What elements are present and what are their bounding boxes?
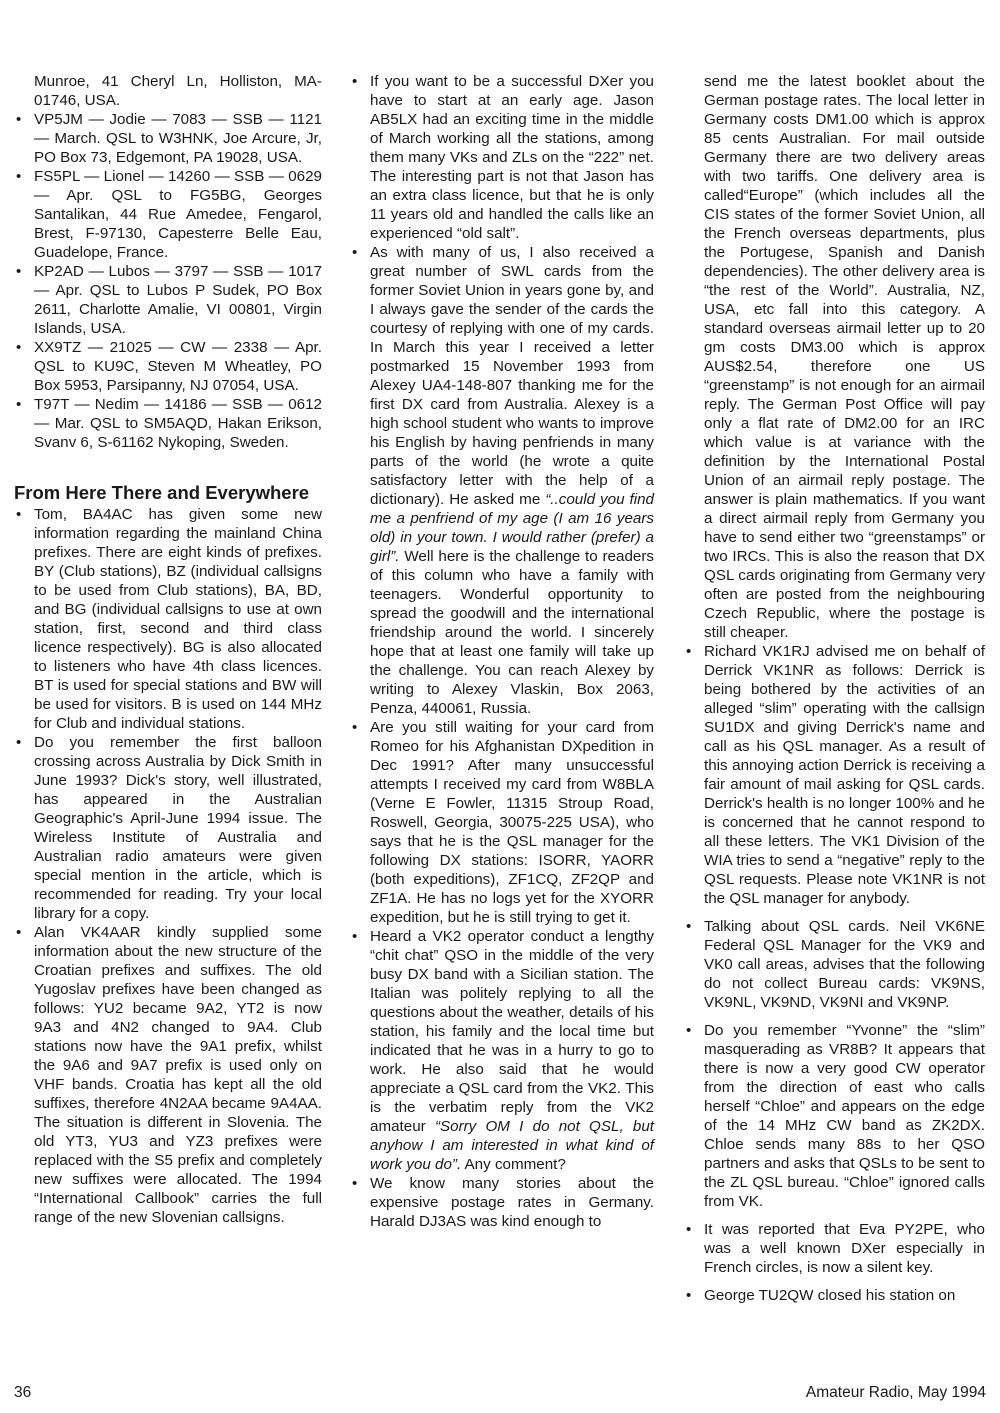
bullet: • (16, 263, 22, 280)
quoted-text: “Sorry OM I do not QSL, but anyhow I am interested in what kind of work you do”. (370, 1118, 654, 1173)
list-item: • Richard VK1RJ advised me on behalf of Derrick VK1NR as follows: Derrick is being bothered by the activities of an alleged “slim” operating with the callsign SU1DX and giving Derrick's name and call as his QSL manager. As a result of this annoying action Derrick is receiving a fair amount of mail asking for QSL cards. Derrick's health is no longer 100% and he is concerned that he cannot respond to all these letters. The VK1 Division of the WIA tries to send a “negative” reply to the QSL requests. Please note VK1NR is not the QSL manager for anybody. (686, 643, 985, 907)
magazine-footer: Amateur Radio, May 1994 (805, 1384, 986, 1401)
section-heading: From Here There and Everywhere (14, 482, 310, 503)
list-item: • FS5PL — Lionel — 14260 — SSB — 0629 — Apr. QSL to FG5BG, Georges Santalikan, 44 Rue Amedee, Fengarol, Brest, F-97130, Capesterre Belle Eau, Guadelope, France. (16, 168, 322, 261)
bullet: • (352, 1175, 358, 1192)
list-item: • VP5JM — Jodie — 7083 — SSB — 1121 — March. QSL to W3HNK, Joe Arcure, Jr, PO Box 73, Edgemont, PA 19028, USA. (16, 111, 322, 166)
list-item: • We know many stories about the expensive postage rates in Germany. Harald DJ3AS was kind enough to (352, 1175, 654, 1230)
list-item: • T97T — Nedim — 14186 — SSB — 0612 — Mar. QSL to SM5AQD, Hakan Erikson, Svanv 6, S-61162 Nykoping, Sweden. (16, 396, 322, 451)
bullet: • (16, 339, 22, 356)
list-item: send me the latest booklet about the German postage rates. The local letter in Germany costs DM1.00 which is approx 85 cents Australian. For mail outside Germany there are two delivery areas with two tariffs. One delivery area is called“Europe” (which includes all the CIS states of the former Soviet Union, all the French overseas departments, plus the Portugese, Spanish and Danish dependencies). The other delivery area is “the rest of the World”. Australia, NZ, USA, etc fall into this category. A standard overseas airmail letter up to 20 gm costs DM3.00 which is approx AUS$2.54, therefore one US “greenstamp” is not enough for an airmail reply. The German Post Office will pay only a flat rate of DM2.00 for an IRC which value is at variance with the definition by the International Postal Union of an airmail reply postage. The answer is plain mathematics. If you want a direct airmail reply from Germany you have to send either two “greenstamps” or two IRCs. This is also the reason that DX QSL cards originating from Germany very often are posted from the neighbouring Czech Republic, where the postage is still cheaper. (704, 73, 985, 641)
bullet: • (16, 111, 22, 128)
list-item: • Alan VK4AAR kindly supplied some information about the new structure of the Croatian prefixes and suffixes. The old Yugoslav prefixes have been changed as follows: YU2 became 9A2, YT2 is now 9A3 and 4N2 changed to 9A4. Club stations now have the 9A1 prefix, whilst the 9A6 and 9A7 prefix is used only on VHF bands. Croatia has kept all the old suffixes, therefore 4N2AA became 9A4AA. The situation is different in Slovenia. The old YT3, YU3 and YZ3 prefixes were replaced with the S5 prefix and completely new suffixes were allocated. The 1994 “International Callbook” carries the full range of the new Slovenian callsigns. (16, 924, 322, 1226)
list-item: • Tom, BA4AC has given some new information regarding the mainland China prefixes. There are eight kinds of prefixes. BY (Club stations), BZ (individual callsigns to be used from Club stations), BA, BD, and BG (individual callsigns to use at own station, first, second and third class licence respectively). BG is also allocated to listeners who have 4th class licences. BT is used for special stations and BW will be used for visitors. B is used on 144 MHz for Club and individual stations. (16, 506, 322, 732)
list-item: Munroe, 41 Cheryl Ln, Holliston, MA-01746, USA. (34, 73, 322, 109)
list-item (350, 243, 654, 718)
bullet: • (686, 918, 692, 935)
list-item: • George TU2QW closed his station on (686, 1287, 956, 1304)
column-2 (350, 72, 654, 1231)
bullet: • (16, 506, 22, 523)
bullet: • (352, 719, 358, 736)
bullet: • (686, 1022, 692, 1039)
paragraph-text: Heard a VK2 operator conduct a lengthy “chit chat” QSO in the middle of the very busy DX band with a Sicilian station. The Italian was politely replying to all the questions about the weather, details of his station, his family and the local time but indicated that he was in a hurry to go to work. He also said that he would appreciate a QSL card from the VK2. This is the verbatim reply from the VK2 amateur (370, 928, 654, 1135)
bullet: • (352, 244, 358, 261)
bullet: • (16, 396, 22, 413)
bullet: • (686, 643, 692, 660)
list-item: • Talking about QSL cards. Neil VK6NE Federal QSL Manager for the VK9 and VK0 call areas, advises that the following do not collect Bureau cards: VK9NS, VK9NL, VK9ND, VK9NI and VK9NP. (686, 918, 985, 1011)
bullet: • (686, 1287, 692, 1304)
bullet: • (16, 168, 22, 185)
column-1 (14, 72, 322, 1227)
bullet: • (352, 928, 358, 945)
list-item: • KP2AD — Lubos — 3797 — SSB — 1017 — Apr. QSL to Lubos P Sudek, PO Box 2611, Charlotte Amalie, VI 00801, Virgin Islands, USA. (16, 263, 322, 337)
bullet: • (352, 73, 358, 90)
list-item: • Do you remember “Yvonne” the “slim” masquerading as VR8B? It appears that there is now a very good CW operator from the direction of east who calls herself “Chloe” and appears on the edge of the 14 MHz CW band as ZK2DX. Chloe sends many 88s to her QSO partners and asks that QSLs to be sent to the ZL QSL bureau. “Chloe” ignored calls from VK. (686, 1022, 985, 1210)
paragraph-text: Well here is the challenge to readers of this column who have a family with teenagers. Wonderful opportunity to spread the goodwill and the international friendship around the world. I sincerely hope that at least one family will take up the challenge. You can reach Alexey by writing to Alexey Vlaskin, Box 2063, Penza, 440061, Russia. (370, 548, 654, 717)
paragraph-text: As with many of us, I also received a great number of SWL cards from the former Soviet Union in years gone by, and I always gave the sender of the cards the courtesy of replying with one of my cards. In March this year I received a letter postmarked 15 November 1993 from Alexey UA4-148-807 thanking me for the first DX card from Australia. Alexey is a high school student who wants to improve his English by having penfriends in many parts of the world (he wrote a quite satisfactory letter with the help of a dictionary). He asked me (370, 244, 654, 508)
quoted-text: “..could you find me a penfriend of my age (I am 16 years old) in your town. I would rather (prefer) a girl”. (370, 491, 654, 565)
list-item: • Are you still waiting for your card from Romeo for his Afghanistan DXpedition in Dec 1991? After many unsuccessful attempts I received my card from W8BLA (Verne E Fowler, 11315 Stroup Road, Roswell, Georgia, 30075-225 USA), who says that he is the QSL manager for the following DX stations: ISORR, YAORR (both expeditions), ZF1CQ, ZF2QP and ZF1A. He has no logs yet for the XYORR expedition, but he is still trying to get it. (352, 719, 654, 926)
list-item: • Do you remember the first balloon crossing across Australia by Dick Smith in June 1993? Dick's story, well illustrated, has appeared in the Australian Geographic's April-June 1994 issue. The Wireless Institute of Australia and Australian radio amateurs were given special mention in the article, which is recommended for reading. Try your local library for a copy. (16, 734, 322, 922)
column-3 (684, 72, 985, 1305)
page-number: 36 (14, 1384, 32, 1401)
list-item: • XX9TZ — 21025 — CW — 2338 — Apr. QSL to KU9C, Steven M Wheatley, PO Box 5953, Parsipanny, NJ 07054, USA. (16, 339, 322, 394)
bullet: • (16, 734, 22, 751)
paragraph-text: Any comment? (461, 1156, 566, 1173)
list-item: • It was reported that Eva PY2PE, who was a well known DXer especially in French circles, is now a silent key. (686, 1221, 985, 1276)
list-item (350, 927, 654, 1174)
bullet: • (16, 924, 22, 941)
list-item: • If you want to be a successful DXer you have to start at an early age. Jason AB5LX had an exciting time in the middle of March working all the stations, among them many VKs and ZLs on the “222” net. The interesting part is not that Jason has an extra class licence, but that he is only 11 years old and handled the calls like an experienced “old salt”. (352, 73, 654, 242)
bullet: • (686, 1221, 692, 1238)
